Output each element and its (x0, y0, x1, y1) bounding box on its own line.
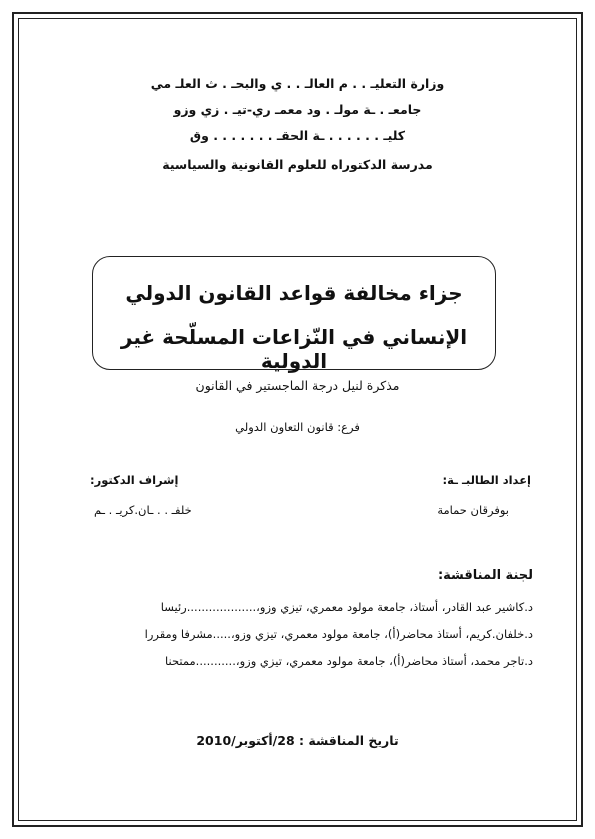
thesis-title-box (92, 256, 496, 373)
supervisor-name: خلفـ . . ـان.كريـ . ـم (94, 503, 192, 517)
thesis-title-line-2: الإنساني في النّزاعات المسلّحة غير الدولية (120, 325, 468, 373)
doctoral-school-line: مدرسة الدكتوراه للعلوم القانونية والسياسية (162, 157, 433, 172)
committee-label: لجنة المناقشة: (437, 568, 533, 583)
supervisor-label: إشراف الدكتور: (90, 473, 179, 487)
committee-member-examiner: د.تاجر محمد، أستاذ محاضر(أ)، جامعة مولود معمري، تيزي وزو،...........ممتحنا (164, 654, 533, 668)
university-line: جامعـ . ـة مولـ . ود معمـ ري-تيـ . زي وزو (173, 102, 422, 117)
thesis-title-line-1: جزاء مخالفة قواعد القانون الدولي (125, 281, 463, 305)
faculty-line: كليـ . . . . . . ـة الحقـ . . . . . . . وق (189, 128, 406, 143)
committee-member-supervisor: د.خلفان.كريم، أستاذ محاضر(أ)، جامعة مولود معمري، تيزي وزو،.....مشرفا ومقررا (144, 627, 533, 641)
memo-purpose: مذكرة لنيل درجة الماجستير في القانون (195, 378, 400, 393)
student-name: بوفرقان حمامة (437, 503, 509, 517)
branch-line: فرع: قانون التعاون الدولي (235, 420, 360, 434)
student-label: إعداد الطالبـ ـة: (442, 473, 531, 487)
ministry-line: وزارة التعليـ . . م العالـ . . ي والبحـ . ث العلـ مي (150, 76, 445, 91)
defense-date: تاريخ المناقشة : 28/أكتوبر/2010 (196, 733, 399, 748)
committee-member-chair: د.كاشير عبد القادر، أستاذ، جامعة مولود معمري، تيزي وزو،...................رئيسا (160, 600, 533, 614)
